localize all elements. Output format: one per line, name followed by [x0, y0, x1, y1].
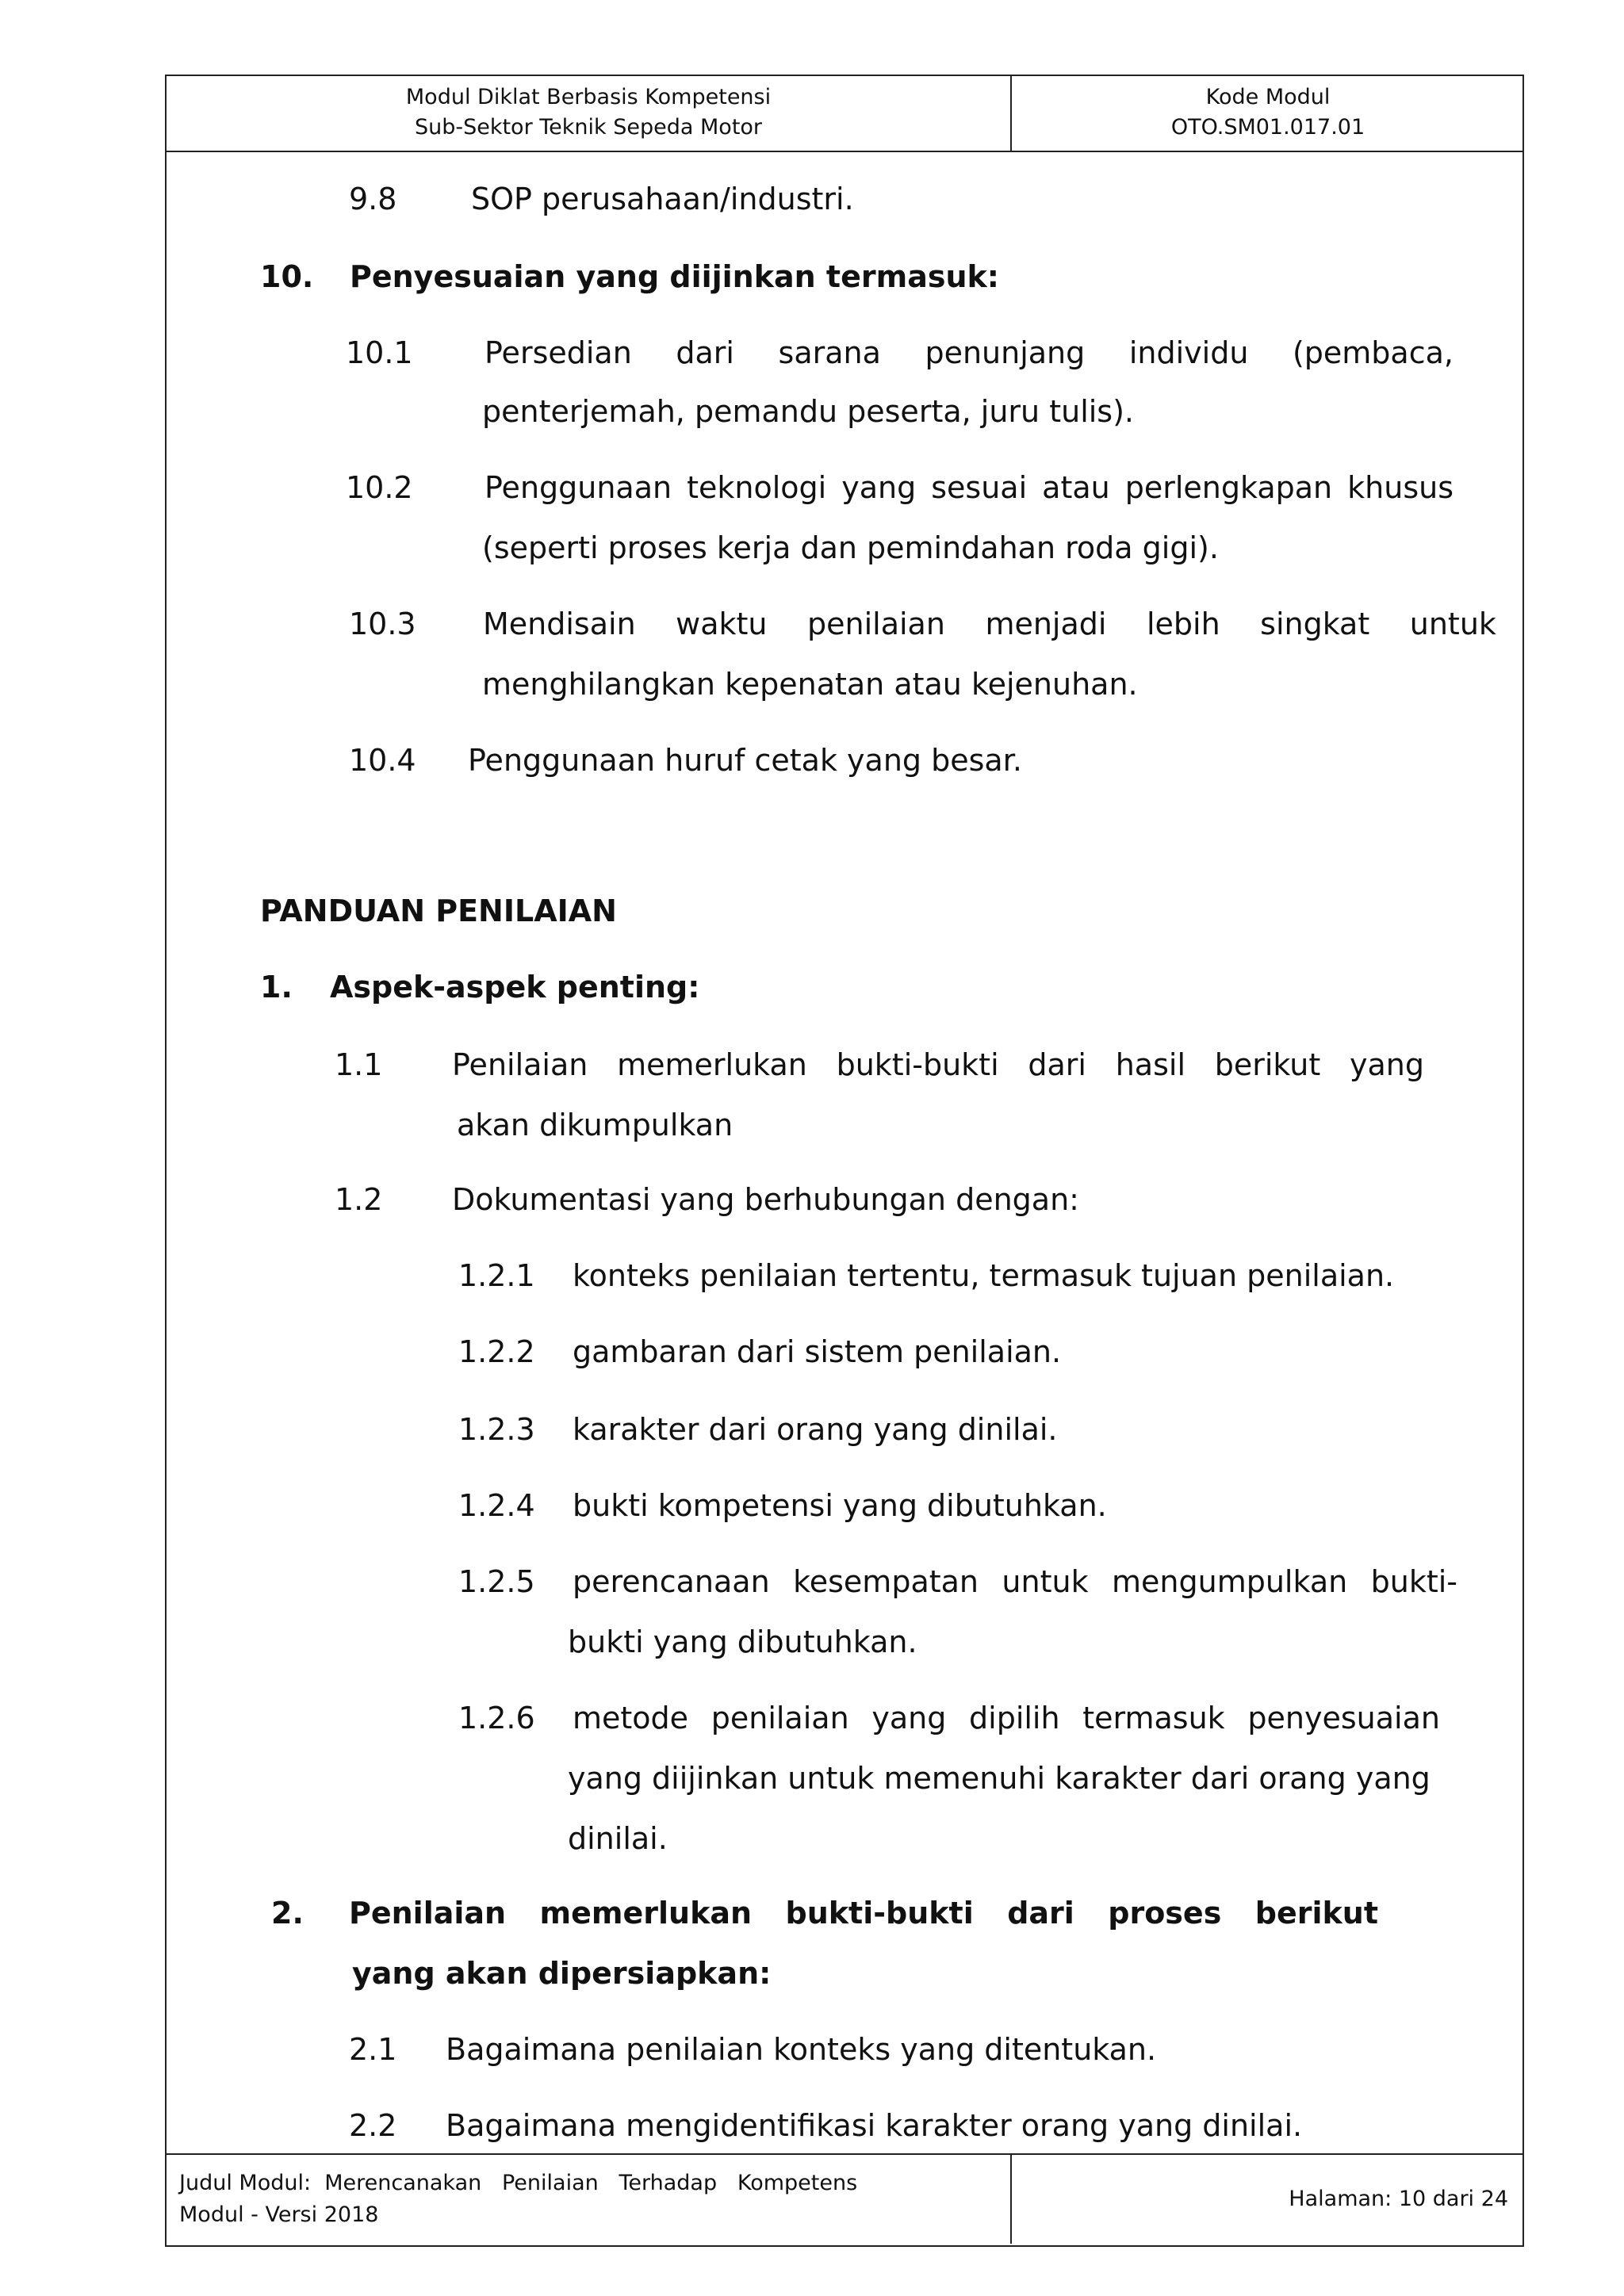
page-header — [167, 76, 1522, 152]
item-1-2-6-line1-text-word: metode — [573, 1701, 689, 1735]
item-1-2-6-line3: dinilai. — [568, 1821, 668, 1856]
section-2-line1-text-word: Penilaian — [349, 1896, 507, 1931]
item-1-2-5-line1-text-word: untuk — [1002, 1564, 1089, 1599]
item-10-3-line1-text-word: waktu — [676, 607, 768, 641]
item-2-1-number: 2.1 — [349, 2032, 397, 2067]
item-1-2-5-line2: bukti yang dibutuhkan. — [568, 1624, 917, 1659]
item-10-1-line2: penterjemah, pemandu peserta, juru tulis). — [482, 394, 1135, 429]
item-2-1-text: Bagaimana penilaian konteks yang ditentukan. — [446, 2032, 1157, 2067]
item-10-3-line1-text-word: Mendisain — [483, 607, 636, 641]
section-2-line1-text-word: dari — [1007, 1896, 1074, 1931]
item-10-3-line1-text-word: lebih — [1146, 607, 1220, 641]
item-1-1-line1-text-word: memerlukan — [617, 1047, 807, 1082]
item-1-2-4-text: bukti kompetensi yang dibutuhkan. — [573, 1488, 1107, 1523]
header-code-value: OTO.SM01.017.01 — [1170, 115, 1365, 140]
header-code-label: Kode Modul — [1205, 85, 1331, 109]
item-10-3-line1-text-word: penilaian — [807, 607, 945, 641]
item-1-2-1-text: konteks penilaian tertentu, termasuk tujuan penilaian. — [573, 1258, 1395, 1293]
item-1-2-6-line2: yang diijinkan untuk memenuhi karakter dari orang yang — [568, 1761, 1431, 1796]
item-1-2-5-line1-text-word: mengumpulkan — [1112, 1564, 1348, 1599]
item-10-2-line1-text-word: khusus — [1347, 470, 1454, 505]
item-10-2-line1-text-word: teknologi — [687, 470, 827, 505]
item-1-2-5-line1-text-word: bukti- — [1370, 1564, 1457, 1599]
item-10-1-line1-text-word: sarana — [778, 335, 881, 370]
footer-page-number: Halaman: 10 dari 24 — [1289, 2187, 1508, 2211]
item-10-2-line1-text-word: yang — [841, 470, 917, 505]
item-10-1-line1-text-word: dari — [676, 335, 734, 370]
section-heading-panduan: PANDUAN PENILAIAN — [260, 894, 617, 928]
item-1-1-line1-text-word: bukti-bukti — [836, 1047, 999, 1082]
item-1-2-3-number: 1.2.3 — [458, 1412, 535, 1447]
item-1-2-number: 1.2 — [335, 1182, 383, 1217]
item-10-3-line1-text-word: untuk — [1409, 607, 1496, 641]
section-2-line2: yang akan dipersiapkan: — [352, 1956, 772, 1991]
item-9-8-text: SOP perusahaan/industri. — [471, 182, 854, 216]
item-1-1-number: 1.1 — [335, 1047, 383, 1082]
item-10-3-line1 — [483, 609, 1496, 639]
item-1-2-6-line1 — [573, 1703, 1440, 1733]
item-1-1-line1 — [452, 1047, 1424, 1082]
item-1-2-1-number: 1.2.1 — [458, 1258, 535, 1293]
item-10-2-number: 10.2 — [346, 470, 413, 505]
item-2-2-text: Bagaimana mengidentifikasi karakter orang yang dinilai. — [446, 2108, 1303, 2143]
item-1-1-line1-text-word: yang — [1350, 1047, 1424, 1082]
item-1-2-5-line1 — [573, 1564, 1457, 1599]
footer-title-line: Judul Modul: Merencanakan Penilaian Terhadap Kompetens — [179, 2171, 858, 2195]
item-1-2-3-text: karakter dari orang yang dinilai. — [573, 1412, 1058, 1447]
footer-version-line: Modul - Versi 2018 — [179, 2202, 379, 2227]
item-10-2-line1-text-word: sesuai — [931, 470, 1028, 505]
item-1-2-6-number: 1.2.6 — [458, 1701, 535, 1735]
item-1-1-line1-text-word: berikut — [1214, 1047, 1321, 1082]
item-10-2-line1-text-word: perlengkapan — [1124, 470, 1333, 505]
section-1-number: 1. — [260, 970, 293, 1004]
section-2-line1 — [349, 1896, 1378, 1931]
item-10-2-line1 — [485, 470, 1454, 505]
header-title-line1: Modul Diklat Berbasis Kompetensi — [405, 85, 772, 109]
item-1-2-6-line1-text-word: yang — [871, 1701, 947, 1735]
item-10-3-line1-text-word: singkat — [1260, 607, 1370, 641]
item-1-2-4-number: 1.2.4 — [458, 1488, 535, 1523]
item-1-2-2-text: gambaran dari sistem penilaian. — [573, 1334, 1062, 1369]
item-10-3-line2: menghilangkan kepenatan atau kejenuhan. — [482, 667, 1138, 702]
footer-module-info — [167, 2155, 1012, 2244]
section-2-line1-text-word: bukti-bukti — [785, 1896, 974, 1931]
item-10-1-number: 10.1 — [346, 335, 413, 370]
item-10-2-line2: (seperti proses kerja dan pemindahan roda gigi). — [482, 530, 1219, 565]
item-10-1-line1-text-word: penunjang — [925, 335, 1086, 370]
item-10-4-text: Penggunaan huruf cetak yang besar. — [468, 743, 1022, 778]
item-1-2-text: Dokumentasi yang berhubungan dengan: — [452, 1182, 1079, 1217]
item-1-2-2-number: 1.2.2 — [458, 1334, 535, 1369]
item-1-1-line1-text-word: dari — [1028, 1047, 1086, 1082]
item-1-1-line1-text-word: Penilaian — [452, 1047, 588, 1082]
item-10-1-line1-text-word: Persedian — [485, 335, 632, 370]
item-10-1-line1-text-word: individu — [1128, 335, 1249, 370]
section-2-line1-text-word: berikut — [1254, 1896, 1378, 1931]
item-10-3-line1-text-word: menjadi — [985, 607, 1107, 641]
section-2-line1-text-word: memerlukan — [539, 1896, 753, 1931]
item-10-3-number: 10.3 — [349, 607, 416, 641]
section-2-line1-text-word: proses — [1108, 1896, 1222, 1931]
header-module-code — [1013, 76, 1522, 151]
section-1-title: Aspek-aspek penting: — [330, 970, 700, 1004]
header-title-line2: Sub-Sektor Teknik Sepeda Motor — [414, 115, 763, 140]
item-1-2-5-line1-text-word: kesempatan — [793, 1564, 979, 1599]
item-1-1-line2: akan dikumpulkan — [457, 1108, 733, 1142]
item-1-1-line1-text-word: hasil — [1115, 1047, 1186, 1082]
item-1-2-6-line1-text-word: dipilih — [969, 1701, 1060, 1735]
item-1-2-6-line1-text-word: penyesuaian — [1247, 1701, 1440, 1735]
item-2-2-number: 2.2 — [349, 2108, 397, 2143]
item-10-2-line1-text-word: Penggunaan — [485, 470, 672, 505]
item-10-1-line1-text-word: (pembaca, — [1292, 335, 1454, 370]
item-1-2-6-line1-text-word: termasuk — [1082, 1701, 1225, 1735]
header-module-title — [167, 76, 1012, 151]
item-1-2-5-line1-text-word: perencanaan — [573, 1564, 770, 1599]
item-10-2-line1-text-word: atau — [1042, 470, 1110, 505]
page-footer — [167, 2153, 1522, 2245]
section-2-number: 2. — [271, 1896, 304, 1931]
item-1-2-6-line1-text-word: penilaian — [710, 1701, 849, 1735]
item-10-1-line1 — [485, 335, 1454, 370]
section-10-title: Penyesuaian yang diijinkan termasuk: — [350, 259, 999, 294]
item-9-8-number: 9.8 — [349, 182, 397, 216]
item-1-2-5-number: 1.2.5 — [458, 1564, 535, 1599]
section-10-number: 10. — [260, 259, 314, 294]
item-10-4-number: 10.4 — [349, 743, 416, 778]
